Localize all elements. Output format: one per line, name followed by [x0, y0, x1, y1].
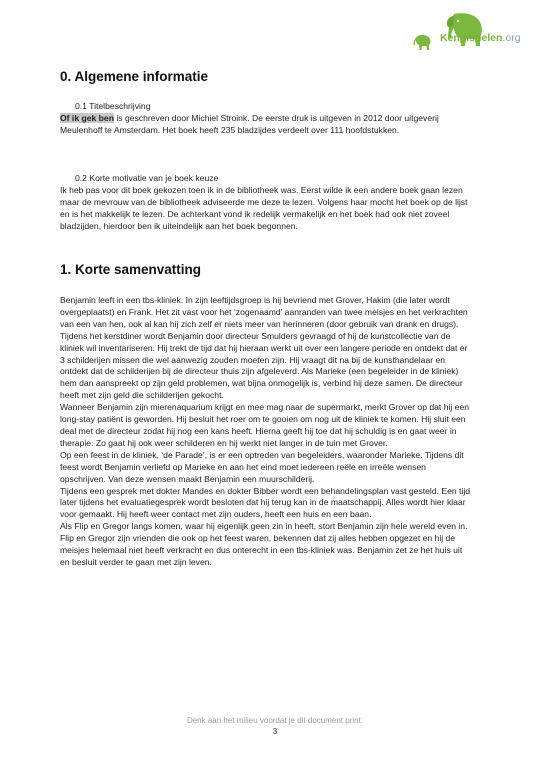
- logo-tld: .org: [502, 32, 521, 44]
- section-heading-algemene-informatie: 0. Algemene informatie: [60, 69, 209, 84]
- paragraph-titelbeschrijving-text: is geschreven door Michiel Stroink. De eerste druk is uitgeven in 2012 door uitgeverij Meulenhoff te Amsterdam. Het boek heeft 235 bladzijdes verdeelt over 111 hoofdstukken.: [60, 113, 439, 135]
- paragraph-titelbeschrijving: [60, 113, 472, 137]
- logo-name: Kennisdelen: [440, 32, 503, 44]
- section-heading-korte-samenvatting: 1. Korte samenvatting: [60, 262, 202, 277]
- subheading-titelbeschrijving: 0.1 Titelbeschrijving: [75, 101, 151, 111]
- footer-note: Denk aan het milieu voordat je dit document print.: [186, 716, 364, 725]
- logo-text: [440, 32, 521, 44]
- site-logo[interactable]: [410, 10, 536, 56]
- paragraph-samenvatting: Benjamin leeft in een tbs-kliniek. In zijn leeftijdsgroep is hij bevriend met Grover, Hakim (die later wordt overgeplaatst) en Frank. Het zit vast voor het ‘zogenaamd’ aanranden van twee meisjes en het verkrachten van een van hen, ook al kan hij zich zelf er niets meer van herinneren (door gebruik van drank en drugs). Tijdens het kerstdiner wordt Benjamin door directeur Smulders gevraagd of hij de kunstcollectie van de kliniek wil inventariseren. Hij trekt de tijd dat hij hieraan werkt uit over een langere periode en ontdekt dat er 3 schilderijen missen die wel aanwezig zouden moeten zijn. Hij vraagt dit na bij de kunsthandelaar en ontdekt dat de schilderijen bij de directeur thuis zijn afgeleverd. Als Marieke (een begeleider in de kliniek) hem dan aanspreekt op zijn geld problemen, wat bijna onmogelijk is, verbind hij deze samen. De directeur heeft met zijn geld die schilderijen gekocht. Wanneer Benjamin zijn mierenaquarium krijgt en mee mag naar de supermarkt, merkt Grover op dat hij een long-stay patiënt is geworden. Hij besluit het roer om te gooien om nog uit de kliniek te komen. Hij sluit een deal met de directeur zodat hij nog een kans heeft. Hierna geeft hij toe dat hij schuldig is en gaat weer in therapie. Zo gaat hij ook weer schilderen en hij werkt niet langer in de tuin met Grover. Op een feest in de kliniek, ‘de Parade’, is er een optreden van begeleiders, waaronder Marieke. Tijdens dit feest wordt Benjamin verliefd op Marieke en aan het eind moet iedereen reële en irreële wensen opschrijven. Van deze wensen maakt Benjamin een muurschilderij. Tijdens een gesprek met dokter Mandes en dokter Bibber wordt een behandelingsplan vast gesteld. Een tijd later tijdens het evaluatiegesprek wordt besloten dat hij terug kan in de maatschappij. Alles wordt hier klaar voor gemaakt. Hij heeft weer contact met zijn ouders, heeft een huis en een baan. Als Flip en Gregor langs komen, waar hij eigenlijk geen zin in heeft, stort Benjamin zijn hele wereld even in. Flip en Gregor zijn vrienden die ook op het feest waren, bekennen dat zij alles hebben opgezet en hij de meisjes helemaal niet heeft verkracht en dus onterecht in een tbs-kliniek was. Benjamin zet ze het huis uit en besluit verder te gaan met zijn leven.: [60, 295, 471, 567]
- paragraph-motivatie: Ik heb pas voor dit boek gekozen toen ik in de bibliotheek was. Eerst wilde ik een andere boek gaan lezen maar de mevrouw van de bibliotheek adviseerde me deze te lezen. Volgens haar mocht het boek op de lijst en is het makkelijk te lezen. De achterkant vond ik redelijk vermakelijk en het boek had ook niet zoveel bladzijden, hierdoor ben ik uiteindelijk aan het boek begonnen.: [60, 185, 468, 231]
- book-title-highlight: Of ik gek ben: [60, 113, 114, 123]
- page-number: 3: [272, 727, 278, 736]
- subheading-motivatie: 0.2 Korte motivatie van je boek keuze: [75, 173, 219, 183]
